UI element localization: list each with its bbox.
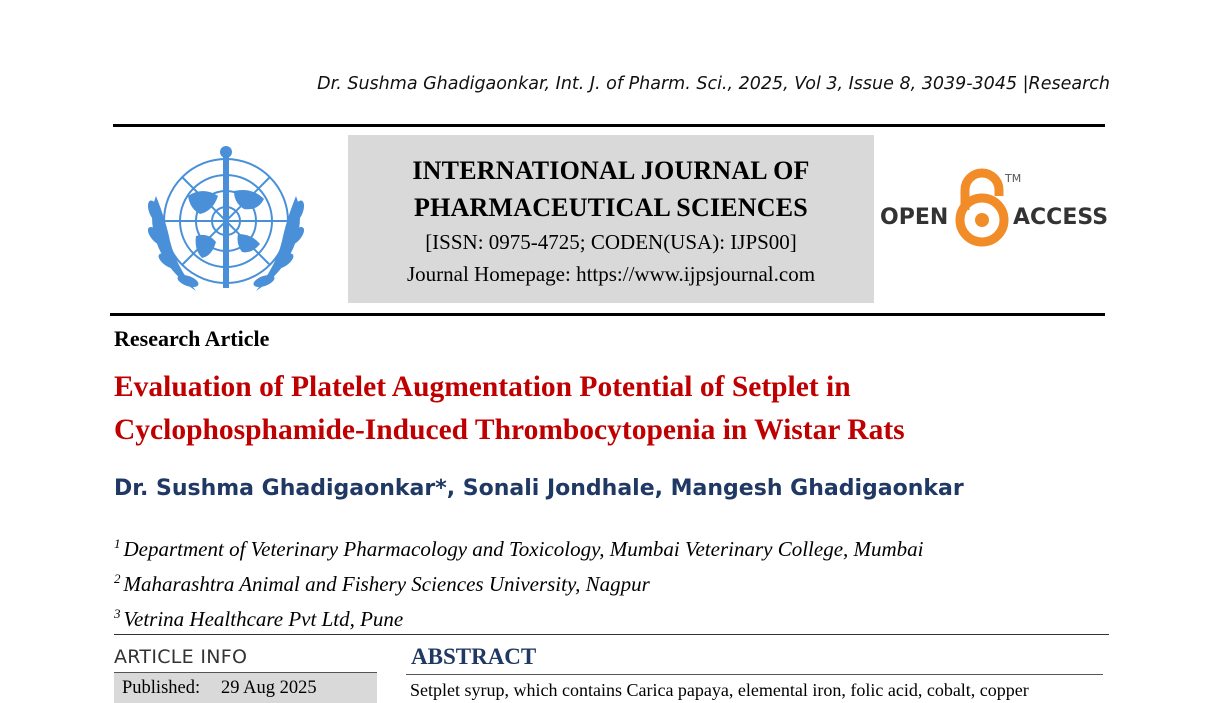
abstract-rule (406, 674, 1103, 675)
abstract-heading: ABSTRACT (411, 644, 537, 669)
journal-homepage: Journal Homepage: https://www.ijpsjournal.com (406, 262, 816, 286)
header-rule-bottom (110, 313, 1105, 316)
author-list: Dr. Sushma Ghadigaonkar*, Sonali Jondhale, Mangesh Ghadigaonkar (114, 476, 964, 501)
running-head: Dr. Sushma Ghadigaonkar, Int. J. of Pharm. Sci., 2025, Vol 3, Issue 8, 3039-3045 |Research (317, 74, 1110, 94)
published-date: 29 Aug 2025 (221, 678, 317, 698)
affiliation-1: $^1$ Department of Veterinary Pharmacology and Toxicology, Mumbai Veterinary College, Mumbai (114, 536, 924, 561)
section-divider (114, 634, 1109, 635)
published-label: Published: (122, 678, 201, 698)
affiliations (114, 529, 924, 634)
svg-text:ACCESS: ACCESS (1013, 205, 1109, 230)
article-type: Research Article (114, 326, 270, 351)
header-rule-top (113, 124, 1105, 127)
un-emblem-logo (126, 136, 326, 306)
svg-text:TM: TM (1005, 172, 1022, 185)
affiliation-3: $^3$ Vetrina Healthcare Pvt Ltd, Pune (114, 606, 404, 631)
journal-masthead (348, 135, 874, 303)
affiliation-2: $^2$ Maharashtra Animal and Fishery Sciences University, Nagpur (114, 571, 650, 596)
article-title: Evaluation of Platelet Augmentation Potential of Setplet in Cyclophosphamide-Induced Thrombocytopenia in Wistar Rats (114, 371, 905, 446)
article-info-box (114, 673, 377, 703)
journal-title: INTERNATIONAL JOURNAL OF PHARMACEUTICAL SCIENCES (412, 156, 810, 222)
svg-text:OPEN: OPEN (880, 205, 949, 230)
abstract-text: Setplet syrup, which contains Carica papaya, elemental iron, folic acid, cobalt, copper (410, 680, 1029, 700)
article-info-label: ARTICLE INFO (114, 646, 248, 668)
journal-issn: [ISSN: 0975-4725; CODEN(USA): IJPS00] (425, 230, 797, 254)
open-access-logo (880, 162, 1110, 254)
